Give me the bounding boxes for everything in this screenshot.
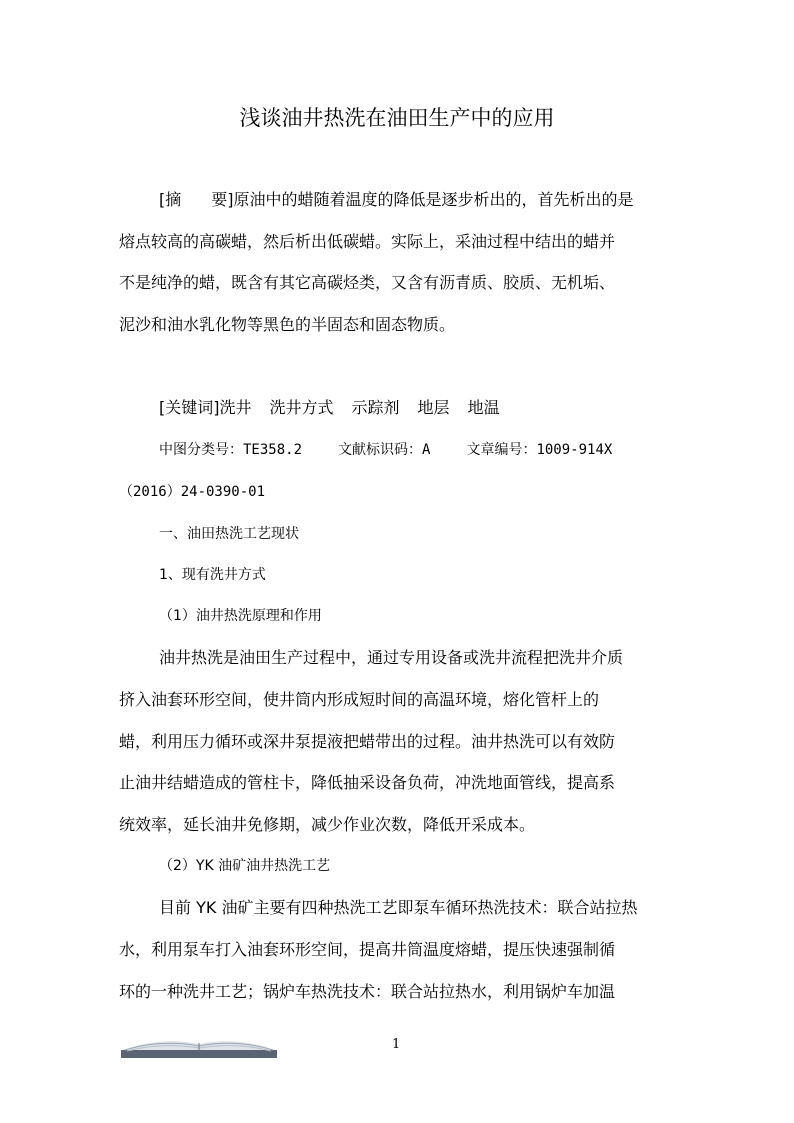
keyword: 地温	[467, 398, 500, 417]
heading-2: 1、现有洗井方式	[159, 567, 266, 583]
abstract-line-2: 熔点较高的高碳蜡，然后析出低碳蜡。实际上，采油过程中结出的蜡并	[119, 232, 616, 251]
article-number-cont: （2016）24-0390-01	[119, 484, 266, 500]
keyword: 洗井	[219, 398, 252, 417]
classification-line	[159, 440, 612, 460]
heading-3b: （2）YK 油矿油井热洗工艺	[159, 858, 331, 874]
document-code: 文献标识码：A	[338, 442, 431, 458]
paragraph-line: 止油井结蜡造成的管柱卡，降低抽采设备负荷，冲洗地面管线，提高系	[119, 773, 616, 792]
abstract-line-1	[159, 190, 634, 210]
keyword: 示踪剂	[351, 398, 400, 417]
open-book-icon	[121, 1034, 277, 1058]
abstract-label-a: [摘	[159, 190, 182, 209]
keywords-label: [关键词]	[159, 398, 220, 417]
paragraph-line: 蜡，利用压力循环或深井泵提液把蜡带出的过程。油井热洗可以有效防	[119, 732, 616, 751]
paragraph-line: 水，利用泵车打入油套环形空间，提高井筒温度熔蜡，提压快速强制循	[119, 940, 616, 959]
clc-number: 中图分类号：TE358.2	[159, 442, 303, 458]
keyword: 地层	[417, 398, 450, 417]
paragraph-line: 环的一种洗井工艺；锅炉车热洗技术：联合站拉热水，利用锅炉车加温	[119, 982, 616, 1001]
abstract-text: 原油中的蜡随着温度的降低是逐步析出的，首先析出的是	[233, 190, 634, 209]
page-title: 浅谈油井热洗在油田生产中的应用	[239, 106, 555, 130]
abstract-label-b: 要]	[211, 190, 234, 209]
heading-3a: （1）油井热洗原理和作用	[159, 608, 322, 624]
article-number: 文章编号：1009-914X	[466, 442, 613, 458]
paragraph-line: 油井热洗是油田生产过程中，通过专用设备或洗井流程把洗井介质	[159, 648, 624, 667]
keyword: 洗井方式	[269, 398, 334, 417]
paragraph-line: 挤入油套环形空间，使井筒内形成短时间的高温环境，熔化管杆上的	[119, 690, 600, 709]
heading-1: 一、油田热洗工艺现状	[159, 526, 299, 542]
abstract-line-4: 泥沙和油水乳化物等黑色的半固态和固态物质。	[119, 315, 456, 334]
abstract-line-3: 不是纯净的蜡，既含有其它高碳烃类，又含有沥青质、胶质、无机垢、	[119, 273, 616, 292]
keywords-line	[159, 398, 500, 418]
page-number: 1	[392, 1037, 401, 1052]
paragraph-line: 统效率，延长油井免修期，减少作业次数，降低开采成本。	[119, 815, 536, 834]
paragraph-line: 目前 YK 油矿主要有四种热洗工艺即泵车循环热洗技术：联合站拉热	[159, 898, 638, 917]
